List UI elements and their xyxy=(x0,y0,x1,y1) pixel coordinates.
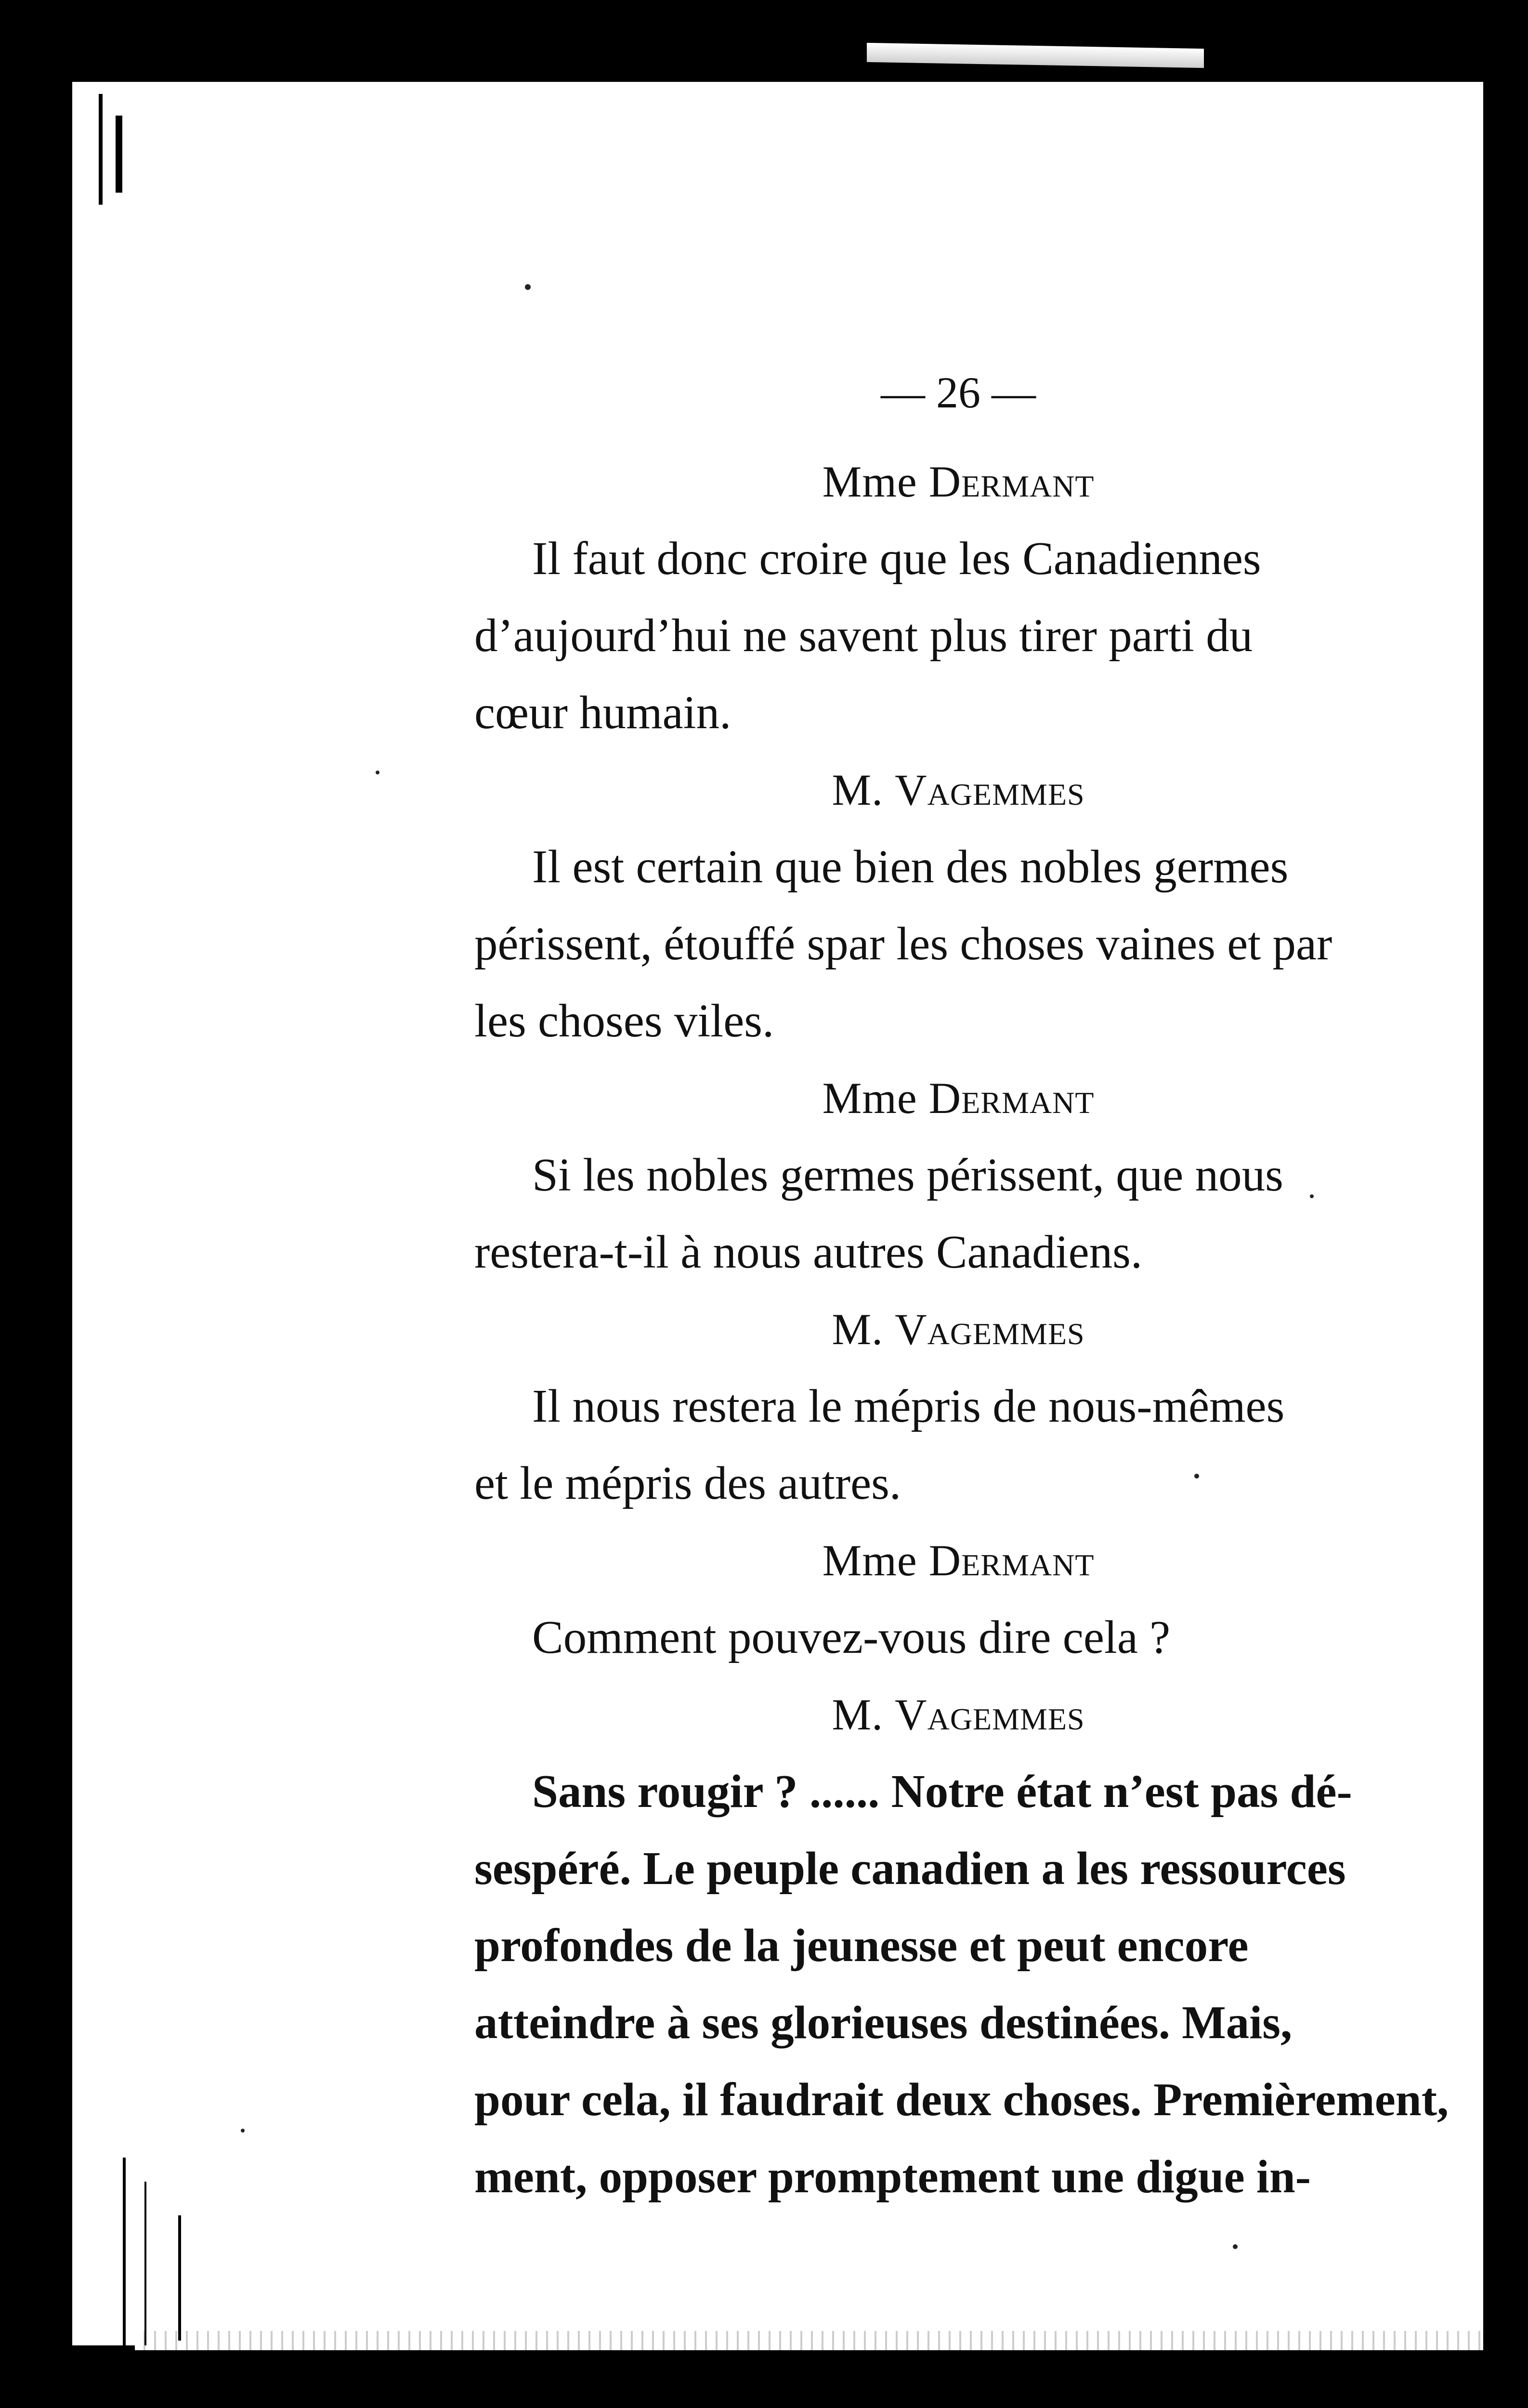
speaker-title: Mme xyxy=(822,457,929,506)
speaker-title: Mme xyxy=(822,1536,929,1585)
dialogue-content xyxy=(474,443,1449,2215)
page-left-margin xyxy=(72,82,135,2345)
text-line: profondes de la jeunesse et peut encore xyxy=(474,1920,1249,1971)
dialogue-paragraph xyxy=(474,520,1442,751)
speaker-title: M. xyxy=(832,765,895,814)
speaker-heading xyxy=(474,443,1442,520)
page-text xyxy=(474,352,1449,2215)
dust-speck xyxy=(525,284,531,290)
text-line: périssent, étouffé spar les choses vaines et par xyxy=(474,918,1332,969)
text-line: Comment pouvez-vous dire cela ? xyxy=(532,1611,1171,1663)
text-line: Il faut donc croire que les Canadiennes xyxy=(532,533,1261,584)
binding-mark xyxy=(144,2182,146,2345)
binding-mark xyxy=(116,116,122,193)
speaker-name: Dermant xyxy=(928,457,1095,506)
binding-mark xyxy=(99,94,103,205)
speaker-title: Mme xyxy=(822,1073,929,1123)
dust-speck xyxy=(241,2129,245,2133)
text-line: ment, opposer promptement une digue in- xyxy=(474,2151,1311,2202)
speaker-name: Dermant xyxy=(928,1536,1095,1585)
speaker-heading xyxy=(474,1522,1442,1599)
text-line: Il est certain que bien des nobles germes xyxy=(532,841,1289,892)
speaker-heading xyxy=(474,1060,1442,1137)
page-bottom-edge xyxy=(135,2331,1483,2350)
speaker-name: Dermant xyxy=(928,1073,1095,1123)
text-line: d’aujourd’hui ne savent plus tirer parti du xyxy=(474,610,1253,661)
text-line: les choses viles. xyxy=(474,995,774,1047)
text-line: et le mépris des autres. xyxy=(474,1457,901,1509)
text-line: sespéré. Le peuple canadien a les ressources xyxy=(474,1843,1346,1894)
text-line: pour cela, il faudrait deux choses. Premièrement, xyxy=(474,2074,1449,2125)
speaker-heading xyxy=(474,1676,1442,1753)
binding-mark xyxy=(123,2158,126,2345)
dust-speck xyxy=(1233,2244,1238,2249)
page-number: — 26 — xyxy=(881,368,1036,417)
speaker-title: M. xyxy=(832,1690,895,1739)
text-line: Sans rougir ? ...... Notre état n’est pas dé- xyxy=(532,1766,1352,1817)
text-line: cœur humain. xyxy=(474,687,731,738)
text-line: atteindre à ses glorieuses destinées. Mais, xyxy=(474,1997,1293,2048)
speaker-title: M. xyxy=(832,1305,895,1354)
speaker-heading xyxy=(474,751,1442,828)
dialogue-paragraph xyxy=(474,1368,1442,1522)
text-line: restera-t-il à nous autres Canadiens. xyxy=(474,1226,1143,1278)
dialogue-paragraph xyxy=(474,1599,1442,1676)
binding-mark xyxy=(178,2215,181,2341)
dialogue-paragraph xyxy=(474,828,1442,1060)
speaker-heading xyxy=(474,1291,1442,1368)
speaker-name: Vagemmes xyxy=(895,765,1085,814)
text-line: Il nous restera le mépris de nous-mêmes xyxy=(532,1380,1285,1432)
dialogue-paragraph xyxy=(474,1137,1442,1291)
dialogue-paragraph xyxy=(474,1753,1449,2215)
speaker-name: Vagemmes xyxy=(895,1690,1085,1739)
text-line: Si les nobles germes périssent, que nous xyxy=(532,1149,1283,1201)
dust-speck xyxy=(376,771,379,774)
speaker-name: Vagemmes xyxy=(895,1305,1085,1354)
